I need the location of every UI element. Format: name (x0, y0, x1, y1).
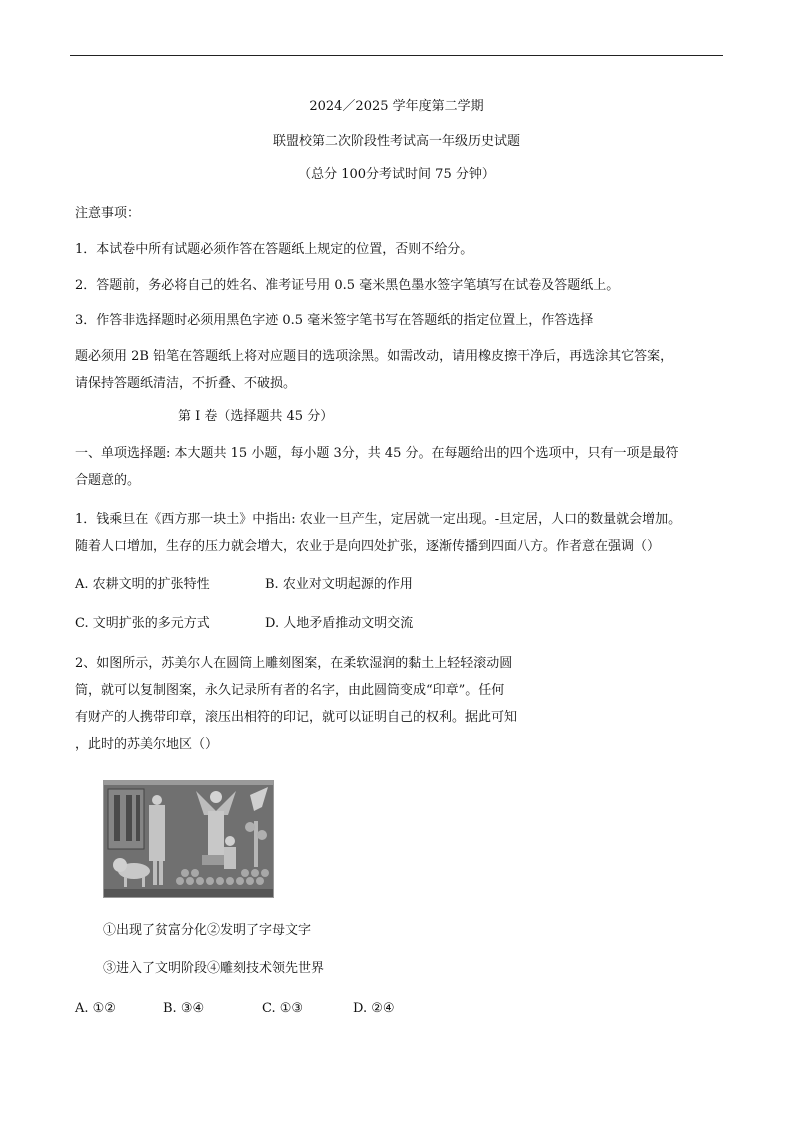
notice-item-3-cont: 题必须用 2B 铅笔在答题纸上将对应题目的选项涂黑。如需改动，请用橡皮擦干净后，再选涂其它答案， (75, 349, 674, 364)
q1-stem-2: 随着人口增加，生存的压力就会增大，农业于是向四处扩张，逐渐传播到四面八方。作者意在强调（） (75, 539, 661, 554)
notice-item-3: 3．作答非选择题时必须用黑色字迹 0.5 毫米签字笔书写在答题纸的指定位置上，作答选择 (75, 313, 594, 328)
q1-option-b: B. 农业对文明起源的作用 (265, 577, 413, 592)
section-instruction-2: 合题意的。 (75, 473, 141, 488)
notice-item-2: 2．答题前，务必将自己的姓名、准考证号用 0.5 毫米黑色墨水签字笔填写在试卷及答题纸上。 (75, 278, 620, 293)
school-year: 2024／2025 学年度第二学期 (309, 99, 484, 114)
q2-stem-3: 有财产的人携带印章，滚压出相符的印记，就可以证明自己的权利。据此可知 (75, 710, 518, 725)
q2-option-d: D. ②④ (353, 1001, 395, 1016)
notice-item-1: 1．本试卷中所有试题必须作答在答题纸上规定的位置，否则不给分。 (75, 242, 474, 257)
header-rule (70, 55, 723, 56)
section-instruction-1: 一、单项选择题: 本大题共 15 小题，每小题 3分，共 45 分。在每题给出的四个选项中，只有一项是最符 (75, 446, 679, 461)
notice-item-3-cont2: 请保持答题纸清洁，不折叠、不破损。 (75, 376, 297, 391)
q1-option-a: A. 农耕文明的扩张特性 (75, 577, 210, 592)
seal-relief-illustration (104, 781, 273, 897)
q2-option-c: C. ①③ (262, 1001, 304, 1016)
q2-stem-4: ，此时的苏美尔地区（） (75, 737, 219, 752)
q1-option-d: D. 人地矛盾推动文明交流 (265, 616, 414, 631)
q1-stem-1: 1．钱乘旦在《西方那一块土》中指出: 农业一旦产生，定居就一定出现。-旦定居，人口的数量就会增加。 (75, 512, 682, 527)
q2-statements-1: ①出现了贫富分化②发明了字母文字 (103, 923, 312, 938)
q2-statements-2: ③进入了文明阶段④雕刻技术领先世界 (103, 961, 325, 976)
sumerian-seal-image (103, 780, 274, 898)
section-title: 第 I 卷（选择题共 45 分） (178, 409, 334, 424)
notice-title: 注意事项： (75, 206, 141, 221)
q2-stem-2: 筒，就可以复制图案，永久记录所有者的名字，由此圆筒变成“印章”。任何 (75, 683, 505, 698)
q2-option-a: A. ①② (75, 1001, 116, 1016)
exam-info: （总分 100分考试时间 75 分钟） (298, 167, 495, 182)
q2-option-b: B. ③④ (163, 1001, 205, 1016)
q1-option-c: C. 文明扩张的多元方式 (75, 616, 210, 631)
q2-stem-1: 2、如图所示，苏美尔人在圆筒上雕刻图案，在柔软湿润的黏土上轻轻滚动圆 (75, 656, 513, 671)
exam-title: 联盟校第二次阶段性考试高一年级历史试题 (272, 134, 520, 149)
